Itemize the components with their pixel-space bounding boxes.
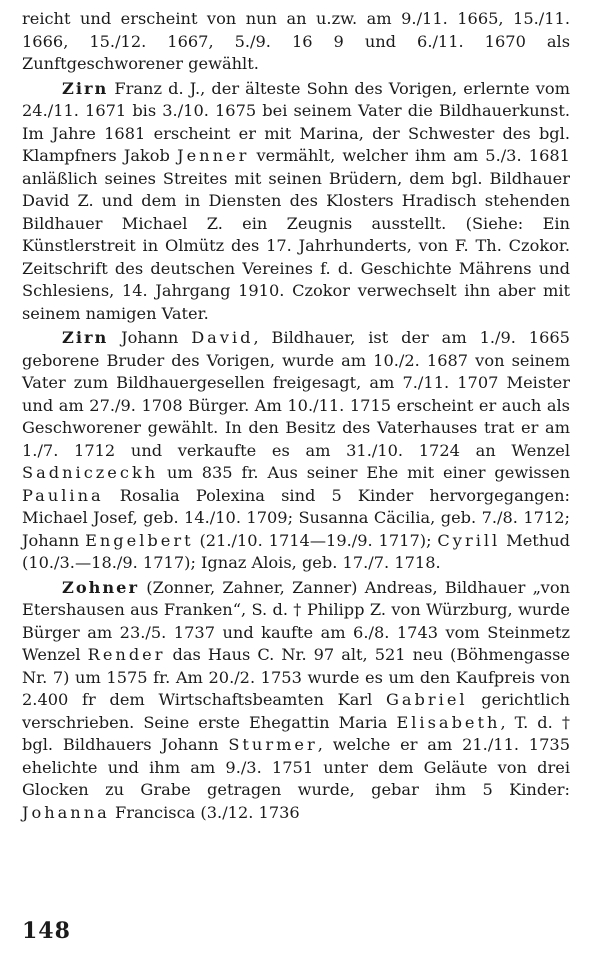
spaced-name: Sturmer: [228, 735, 318, 754]
spaced-name: Paulina: [22, 485, 104, 505]
entry-zirn-johann-david: [22, 327, 570, 575]
entry-zohner-andreas: [22, 577, 570, 825]
spaced-name: David: [191, 328, 254, 347]
spaced-name: Jenner: [177, 146, 250, 165]
entry-name: Zohner: [62, 577, 139, 597]
entry-name: Zirn: [62, 78, 109, 98]
spaced-name: Sadniczeckh: [22, 463, 159, 482]
text-run: (Zonner, Zahner, Zanner) Andreas, Bildhauer „von Etershausen aus Franken“, S. d. † Philipp Z. von Würzburg, wurde Bürger am 23./5. 1737 und kaufte am 6./8. 1743 vom Steinmetz Wenzel: [22, 577, 570, 664]
text-run: , Bildhauer, ist der am 1./9. 1665 geborene Bruder des Vorigen, wurde am 10./2. 1687 von seinem Vater zum Bildhauergesellen freigesagt, am 7./11. 1707 Meister und am 27./9. 1708 Bürger. Am 10./11. 1715 erscheint er auch als Geschworener gewählt. In den Besitz des Vaterhauses trat er am 1./7. 1712 und verkaufte es am 31./10. 1724 an Wenzel: [22, 328, 570, 460]
spaced-name: Elisabeth: [396, 712, 501, 732]
spaced-name: Gabriel: [385, 690, 468, 709]
page-number: 148: [22, 918, 71, 944]
text-run: , welche er am 21./11. 1735 ehelichte und ihm am 9./3. 1751 unter dem Geläute von drei Glocken zu Grabe getragen wurde, gebar ihm 5 Kinder:: [22, 735, 571, 799]
text-run: Franz d. J., der älteste Sohn des Vorigen, erlernte vom 24./11. 1671 bis 3./10. 1675 bei seinem Vater die Bildhauerkunst. Im Jahre 1681 erscheint er mit Marina, der Schwester des bgl. Klampfners Jakob: [22, 78, 570, 165]
text-run: Francisca (3./12. 1736: [109, 802, 300, 822]
text-run: Johann: [108, 328, 192, 347]
text-run: das Haus C. Nr. 97 alt, 521 neu (Böhmengasse Nr. 7) um 1575 fr. Am 20./2. 1753 wurde es um den Kaufpreis von 2.400 fr dem Wirtschaftsbeamten Karl: [22, 645, 570, 709]
paragraph-continuation: [22, 8, 570, 76]
text-run: vermählt, welcher ihm am 5./3. 1681 anläßlich seines Streites mit seinen Brüdern, dem bgl. Bildhauer David Z. und dem in Diensten des Klosters Hradisch stehenden Bildhauer Michael Z. ein Zeugnis ausstellt. (Siehe: Ein Künstlerstreit in Olmütz des 17. Jahrhunderts, von F. Th. Czokor. Zeitschrift des deutschen Vereines f. d. Geschichte Mährens und Schlesiens, 14. Jahrgang 1910. Czokor verwechselt ihn aber mit seinem namigen Vater.: [22, 146, 570, 323]
text-run: Rosalia Polexina sind 5 Kinder hervorgegangen: Michael Josef, geb. 14./10. 1709; Susanna Cäcilia, geb. 7./8. 1712; Johann: [22, 485, 570, 550]
text-run: gerichtlich verschrieben. Seine erste Ehegattin Maria: [22, 690, 570, 732]
entry-name: Zirn: [62, 328, 109, 347]
spaced-name: Cyrill: [437, 530, 501, 550]
entry-zirn-franz: [22, 78, 570, 326]
spaced-name: Engelbert: [85, 530, 194, 550]
text-run: Methud (10./3.—18./9. 1717); Ignaz Alois, geb. 17./7. 1718.: [22, 530, 570, 572]
text-block: [22, 8, 570, 826]
text-run: , T. d. † bgl. Bildhauers Johann: [22, 712, 570, 754]
text-run: (21./10. 1714—19./9. 1717);: [193, 530, 438, 550]
spaced-name: Render: [87, 645, 166, 664]
text-run: reicht und erscheint von nun an u.zw. am 9./11. 1665, 15./11. 1666, 15./12. 1667, 5./9. 16 9 und 6./11. 1670 als Zunftgeschworener gewählt.: [22, 9, 570, 73]
text-run: um 835 fr. Aus seiner Ehe mit einer gewissen: [158, 463, 570, 482]
spaced-name: Johanna: [22, 802, 110, 822]
